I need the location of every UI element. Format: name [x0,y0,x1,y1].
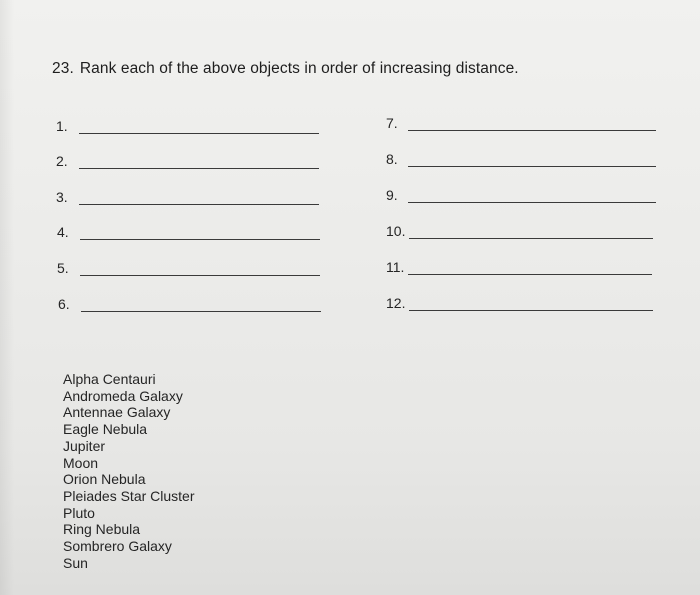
object-list [63,371,195,571]
list-item: Sun [63,554,88,571]
blank-number: 5. [57,260,69,276]
answer-line[interactable] [79,133,319,134]
answer-blank-4 [57,220,320,240]
answer-blank-1 [56,114,319,134]
list-item: Ring Nebula [63,521,141,538]
answer-blank-6 [58,292,321,312]
blank-number: 11. [386,259,405,275]
answer-blank-8 [386,147,656,167]
list-item: Eagle Nebula [63,421,148,438]
answer-blank-5 [57,256,320,276]
answer-blank-7 [386,111,656,131]
blank-number: 6. [58,296,70,312]
list-item: Moon [63,454,99,471]
answer-line[interactable] [408,166,656,167]
list-item: Jupiter [63,437,106,454]
answer-blank-9 [386,183,656,203]
answer-line[interactable] [80,239,320,240]
blank-number: 9. [386,187,398,203]
answer-blank-2 [56,149,319,169]
answer-blank-12 [386,291,653,311]
blank-number: 12. [386,295,406,311]
blank-number: 10. [386,223,406,239]
list-item: Alpha Centauri [63,371,156,387]
answer-blank-3 [56,185,319,205]
list-item: Orion Nebula [63,471,146,488]
blank-number: 8. [386,151,398,167]
answer-line[interactable] [408,202,656,203]
answer-line[interactable] [79,204,319,205]
blank-number: 7. [386,115,398,131]
list-item: Pluto [63,504,95,521]
answer-line[interactable] [408,274,652,275]
list-item: Sombrero Galaxy [63,538,172,555]
page-shadow [0,0,14,595]
answer-line[interactable] [80,275,320,276]
question-number: 23. [52,60,74,77]
list-item: Andromeda Galaxy [63,387,183,404]
answer-blank-11 [386,255,652,275]
question-prompt [52,60,519,78]
answer-line[interactable] [79,168,319,169]
answer-line[interactable] [409,310,653,311]
blank-number: 4. [57,224,69,240]
list-item: Antennae Galaxy [63,404,171,421]
answer-blank-10 [386,219,653,239]
answer-line[interactable] [81,311,321,312]
blank-number: 2. [56,153,68,169]
blank-number: 3. [56,189,68,205]
blank-number: 1. [56,118,68,134]
answer-line[interactable] [409,238,653,239]
answer-line[interactable] [408,130,656,131]
list-item: Pleiades Star Cluster [63,487,195,504]
question-text: Rank each of the above objects in order of increasing distance. [79,60,519,77]
